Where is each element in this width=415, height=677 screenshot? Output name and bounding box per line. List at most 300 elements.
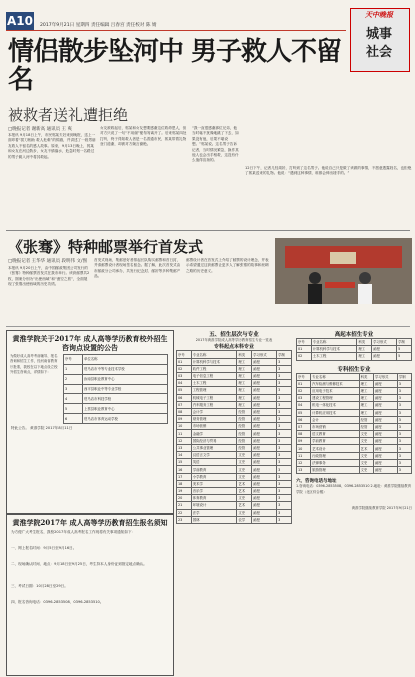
table-cell: 13 xyxy=(297,467,311,474)
table-cell: 英语 xyxy=(191,459,237,466)
table-row xyxy=(297,423,412,430)
ad2-paragraph: 一、网上报名时间：9月5日至9月16日。 xyxy=(11,546,77,550)
table-cell: 3 xyxy=(277,516,292,523)
table-cell: 经管 xyxy=(359,423,373,430)
table-cell: 3 xyxy=(397,395,411,402)
table-cell: 函授 xyxy=(373,459,397,466)
table-cell: 函授 xyxy=(252,430,277,437)
table-cell: 体育教育 xyxy=(191,495,237,502)
ad2-title: 黄淮学院2017年 成人高等学历教育招生报名须知 xyxy=(12,518,168,527)
table-cell: 西平县职业中等专业学校 xyxy=(83,384,168,394)
table-row xyxy=(177,466,292,473)
table-cell: 3 xyxy=(397,452,411,459)
contact-title: 六、咨询电话与地址 xyxy=(296,479,337,485)
table-cell: 05 xyxy=(177,387,192,394)
table-cell: 3 xyxy=(277,444,292,451)
table-header-cell: 学习形式 xyxy=(252,351,277,358)
table-cell: 04 xyxy=(177,380,192,387)
story2-byline: □晚报记者 王华华 通讯员 段明伟 文/图 xyxy=(8,259,87,264)
section-name: 城事 社会 xyxy=(365,27,392,60)
table-cell: 理工 xyxy=(359,387,373,394)
table-cell: 文史 xyxy=(359,467,373,474)
table-header-cell: 科类 xyxy=(359,373,373,380)
contact-info: 1.咨询电话：0396-2853508、0396-2853510 2.地址：黄淮学院继续教育学院（北区综合楼） xyxy=(296,484,412,494)
table-cell: 02 xyxy=(177,365,192,372)
table-cell: 3 xyxy=(397,380,411,387)
table-cell: 函授 xyxy=(252,358,277,365)
table-header-cell: 学制 xyxy=(397,373,411,380)
table-cell: 05 xyxy=(297,409,311,416)
table-cell: 经管 xyxy=(237,430,252,437)
table-cell: 15 xyxy=(177,459,192,466)
table-header-cell: 序号 xyxy=(297,339,312,346)
table-cell: 文史 xyxy=(359,459,373,466)
table-cell: 法学 xyxy=(191,509,237,516)
table-cell: 函授 xyxy=(252,380,277,387)
table-cell: 驻马店市体育运动学校 xyxy=(83,414,168,424)
table-cell: 10 xyxy=(177,423,192,430)
majors-table-panel xyxy=(176,330,292,674)
table-cell: 文史 xyxy=(237,495,252,502)
ad2-paragraph: 三、考试日期：10月28日至29日。 xyxy=(11,584,68,588)
table-cell: 经管 xyxy=(237,408,252,415)
table-row xyxy=(177,502,292,509)
table-cell: 农学 xyxy=(237,516,252,523)
ad2-paragraph: 二、现场确认时间、地点：9月18日至9月25日，考生持本人身份证到指定地点确认。 xyxy=(11,562,147,566)
table-cell: 06 xyxy=(297,416,311,423)
table-cell: 市场营销 xyxy=(191,423,237,430)
table-cell: 国际经济与贸易 xyxy=(191,437,237,444)
ad1-intro: 为做好成人高考考前辅导、报名咨询和招生工作，经河南省教育厅批准，我校在以下地点设立校外招生咨询点，详情如下： xyxy=(10,354,58,375)
ad1-footer: 特此公告。 黄淮学院 2017年8月11日 xyxy=(11,426,73,430)
table-cell: 20 xyxy=(177,495,192,502)
table-cell: 10 xyxy=(297,445,311,452)
table-cell: 3 xyxy=(277,394,292,401)
table-header-cell: 专业名称 xyxy=(311,373,360,380)
ad3-section-title: 五、招生层次与专业 xyxy=(209,332,259,338)
table-cell: 文史 xyxy=(359,431,373,438)
table-row xyxy=(177,452,292,459)
table-cell: 上蔡县职业教育中心 xyxy=(83,404,168,414)
ad1-table xyxy=(63,354,168,424)
table-row xyxy=(177,473,292,480)
table-cell: 04 xyxy=(297,402,311,409)
table-cell: 17 xyxy=(177,473,192,480)
table-row xyxy=(297,395,412,402)
table-cell: 函授 xyxy=(252,495,277,502)
table-row xyxy=(177,480,292,487)
page-number: A10 xyxy=(7,14,33,28)
table-row xyxy=(297,445,412,452)
table-cell: 计算机应用技术 xyxy=(311,409,360,416)
table-cell: 函授 xyxy=(252,372,277,379)
table-header-cell: 科类 xyxy=(357,339,372,346)
table-cell: 函授 xyxy=(252,416,277,423)
table-cell: 2 xyxy=(64,374,83,384)
table-cell: 理工 xyxy=(359,395,373,402)
table-cell: 3 xyxy=(277,430,292,437)
table-cell: 机械电子工程 xyxy=(191,394,237,401)
table-cell: 财务管理 xyxy=(191,416,237,423)
table-cell: 3 xyxy=(397,459,411,466)
table-cell: 函授 xyxy=(252,444,277,451)
ad4-table-b xyxy=(296,373,412,475)
table-cell: 函授 xyxy=(252,459,277,466)
table-cell: 艺术 xyxy=(237,480,252,487)
table-cell: 3 xyxy=(277,416,292,423)
story1-column-4: 12日下午，记者几经周折，打听到了这名男子。他说自己只是做了该做的事情，不愿意透露姓名，也拒绝了郭某送来的礼物。他说：“遇到这种事情，谁都会伸出援手的。” xyxy=(245,166,412,176)
table-cell: 08 xyxy=(297,431,311,438)
table-cell: 驻马店市中等专业技术学校 xyxy=(83,364,168,374)
ad2-paragraph: 四、报名咨询电话：0396-2853508、0396-2853510。 xyxy=(11,600,104,604)
table-cell: 3 xyxy=(397,467,411,474)
story1-column-1: 本报讯 9月18日上午，市民郭某夫妇来到晚报，送上一面印着“拔刀相助 救人危难”的锦旗，并讲述了一段男朋友救人不留名的感人故事。原来，9月13日晚上，郭某和女友在河边散步，女友不慎落水，危急时刻一名路过的男子跳入河中将其救起。 xyxy=(8,133,96,159)
table-cell: 函授 xyxy=(373,452,397,459)
table-cell: 函授 xyxy=(373,438,397,445)
table-cell: 理工 xyxy=(237,372,252,379)
table-cell: 3 xyxy=(277,365,292,372)
header-rule xyxy=(6,30,346,31)
table-cell: 行政管理 xyxy=(311,452,360,459)
table-cell: 03 xyxy=(177,372,192,379)
story1-subhead: 被救者送礼遭拒绝 xyxy=(8,106,129,124)
table-header-cell: 学习形式 xyxy=(373,373,397,380)
table-cell: 经管 xyxy=(237,416,252,423)
table-cell: 文史 xyxy=(237,466,252,473)
table-row xyxy=(297,353,412,360)
table-cell: 3 xyxy=(397,445,411,452)
table-cell: 文史 xyxy=(359,438,373,445)
table-cell: 小学教育 xyxy=(191,473,237,480)
table-cell: 艺术 xyxy=(237,502,252,509)
table-cell: 计算机科学与技术 xyxy=(311,346,357,353)
table-cell: 13 xyxy=(177,444,192,451)
table-cell: 旅游管理 xyxy=(311,467,360,474)
table-cell: 驻马店市科技学校 xyxy=(83,394,168,404)
table-cell: 11 xyxy=(297,452,311,459)
table-cell: 函授 xyxy=(252,466,277,473)
table-cell: 理工 xyxy=(237,380,252,387)
table-cell: 经管 xyxy=(237,437,252,444)
table-header-cell: 学制 xyxy=(397,339,412,346)
table-cell: 3 xyxy=(397,431,411,438)
table-cell: 会计 xyxy=(311,416,360,423)
table-cell: 3 xyxy=(277,401,292,408)
table-row xyxy=(177,372,292,379)
ad4-table-a xyxy=(296,338,412,361)
story1-column-3: “我一直很感谢那位兄弟，他当时毫不犹豫地跳了下去，如果没有他，后果不堪设想。”郭某说。这名男子告诉记者，当时情况紧急，换作其他人也会出手相救，这没有什么值得宣扬的。 xyxy=(192,126,239,163)
table-cell: 09 xyxy=(297,438,311,445)
table-cell: 函授 xyxy=(373,445,397,452)
table-cell: 09 xyxy=(177,416,192,423)
table-header-cell: 序号 xyxy=(297,373,311,380)
ad4-table-title: 高起本招生专业 xyxy=(334,332,374,338)
table-row xyxy=(297,431,412,438)
table-cell: 函授 xyxy=(373,423,397,430)
table-cell: 3 xyxy=(277,459,292,466)
table-header-cell: 学制 xyxy=(277,351,292,358)
table-cell: 文史 xyxy=(237,473,252,480)
table-cell: 理工 xyxy=(357,353,372,360)
table-cell: 工程管理 xyxy=(191,387,237,394)
table-cell: 函授 xyxy=(252,473,277,480)
table-row xyxy=(177,430,292,437)
table-cell: 3 xyxy=(397,387,411,394)
table-cell: 6 xyxy=(64,414,83,424)
table-row xyxy=(297,467,412,474)
table-row xyxy=(177,487,292,494)
story1-byline: □晚报记者 谢新高 通讯员 王 爽 xyxy=(8,127,72,132)
table-cell: 3 xyxy=(277,423,292,430)
table-cell: 函授 xyxy=(252,394,277,401)
table-cell: 02 xyxy=(297,353,312,360)
table-cell: 汝南县职业教育中心 xyxy=(83,374,168,384)
table-cell: 函授 xyxy=(252,401,277,408)
table-cell: 07 xyxy=(177,401,192,408)
table-cell: 函授 xyxy=(373,380,397,387)
ad2-paragraph: 为方便广大考生报名，我校2017年成人高考报名工作现将有关事项通知如下： xyxy=(11,530,136,534)
page-meta: 2017年9月21日 星期四 责任编辑 吕春宫 责任校对 陈 婧 xyxy=(40,23,157,28)
table-cell: 3 xyxy=(277,387,292,394)
table-cell: 3 xyxy=(277,372,292,379)
table-cell: 园林 xyxy=(191,516,237,523)
table-cell: 土木工程 xyxy=(191,380,237,387)
table-cell: 22 xyxy=(177,509,192,516)
table-cell: 3 xyxy=(277,480,292,487)
stamp-ceremony-photo xyxy=(275,238,412,304)
table-cell: 土木工程 xyxy=(311,353,357,360)
table-cell: 建设工程管理 xyxy=(311,395,360,402)
ad-notice-box xyxy=(6,330,174,514)
ad-registration-box xyxy=(6,514,174,676)
table-cell: 01 xyxy=(297,380,311,387)
table-cell: 理工 xyxy=(359,409,373,416)
table-cell: 3 xyxy=(397,438,411,445)
table-cell: 计算机科学与技术 xyxy=(191,358,237,365)
table-row xyxy=(297,416,412,423)
table-row xyxy=(297,402,412,409)
table-cell: 12 xyxy=(177,437,192,444)
ad4-table-title: 专科招生专业 xyxy=(337,366,371,373)
story1-column-5 xyxy=(245,128,412,162)
table-cell: 经管 xyxy=(237,423,252,430)
table-cell: 理工 xyxy=(359,380,373,387)
table-cell: 3 xyxy=(277,358,292,365)
table-cell: 函授 xyxy=(373,395,397,402)
table-cell: 12 xyxy=(297,459,311,466)
majors-table-panel-2 xyxy=(296,330,412,674)
table-cell: 会计学 xyxy=(191,408,237,415)
table-row xyxy=(177,394,292,401)
table-cell: 3 xyxy=(277,502,292,509)
table-cell: 汽车检测与维修技术 xyxy=(311,380,360,387)
table-cell: 3 xyxy=(397,416,411,423)
table-cell: 函授 xyxy=(373,467,397,474)
table-cell: 艺术 xyxy=(359,445,373,452)
table-cell: 3 xyxy=(397,409,411,416)
table-cell: 函授 xyxy=(252,408,277,415)
table-row xyxy=(177,416,292,423)
table-cell: 3 xyxy=(277,487,292,494)
table-cell: 理工 xyxy=(237,358,252,365)
table-cell: 理工 xyxy=(359,402,373,409)
table-cell: 函授 xyxy=(373,409,397,416)
story2-column-2: 首发式现场，集邮爱好者排起长队购买邮票和首日封，并请邮票设计者现场签名留念。据了解，此次首发式由市邮政分公司承办，共发行纪念封、邮折等多种集邮产品。 xyxy=(94,258,181,279)
table-cell: 函授 xyxy=(252,502,277,509)
table-cell: 函授 xyxy=(252,480,277,487)
table-cell: 函授 xyxy=(252,423,277,430)
table-row xyxy=(297,459,412,466)
table-cell: 函授 xyxy=(373,402,397,409)
table-cell: 理工 xyxy=(237,387,252,394)
table-cell: 21 xyxy=(177,502,192,509)
table-cell: 03 xyxy=(297,395,311,402)
table-header-cell: 专业名称 xyxy=(311,339,357,346)
table-cell: 函授 xyxy=(252,387,277,394)
table-cell: 艺术 xyxy=(237,487,252,494)
table-cell: 经管 xyxy=(359,416,373,423)
table-cell: 文史 xyxy=(359,452,373,459)
story2-column-1: 本报讯 9月20日上午，由中国邮政集团公司发行的《张骞》特种邮票首发式在我市举行。该套邮票共2枚，图案分别为“出使西域”和“凿空之旅”，全面展现了张骞出使西域的历史功绩。 xyxy=(8,266,90,287)
table-cell: 3 xyxy=(277,452,292,459)
table-cell: 艺术设计 xyxy=(311,445,360,452)
ad3-table xyxy=(176,350,292,524)
table-cell: 学前教育 xyxy=(311,438,360,445)
table-row xyxy=(177,444,292,451)
table-cell: 软件工程 xyxy=(191,365,237,372)
table-cell: 理工 xyxy=(237,365,252,372)
table-cell: 16 xyxy=(177,466,192,473)
table-cell: 函授 xyxy=(252,437,277,444)
table-cell: 函授 xyxy=(252,452,277,459)
table-row xyxy=(177,365,292,372)
table-cell: 理工 xyxy=(237,401,252,408)
table-row xyxy=(297,380,412,387)
table-cell: 5 xyxy=(397,346,412,353)
table-row xyxy=(177,423,292,430)
table-cell: 机电一体化技术 xyxy=(311,402,360,409)
table-cell: 3 xyxy=(277,495,292,502)
table-row xyxy=(297,346,412,353)
table-row xyxy=(177,401,292,408)
table-cell: 3 xyxy=(277,509,292,516)
table-header-cell: 学习形式 xyxy=(372,339,397,346)
story1-headline: 情侣散步坠河中 男子救人不留名 xyxy=(8,37,342,95)
table-cell: 1 xyxy=(64,364,83,374)
table-cell: 3 xyxy=(277,466,292,473)
table-cell: 函授 xyxy=(372,346,397,353)
brand-name: 天中晚报 xyxy=(365,11,393,19)
table-cell: 环境设计 xyxy=(191,502,237,509)
table-row xyxy=(177,437,292,444)
table-cell: 5 xyxy=(64,404,83,414)
table-row xyxy=(297,452,412,459)
table-cell: 文史 xyxy=(237,509,252,516)
story2-column-3: 邮票设计者在首发式上介绍了邮票的设计理念，并表示希望通过这套邮票让更多人了解张骞的故事和丝绸之路的历史意义。 xyxy=(186,258,269,273)
table-cell: 应用电子技术 xyxy=(311,387,360,394)
table-cell: 4 xyxy=(64,394,83,404)
table-cell: 函授 xyxy=(252,509,277,516)
table-cell: 23 xyxy=(177,516,192,523)
table-cell: 语文教育 xyxy=(311,431,360,438)
story1-column-2: 女友被救起后，郭某和女友想要感谢这位救命恩人，但对方只说了一句“不用谢”便匆匆离开了。后来郭某四处打听，终于得知救人者是一名普通市民，郭某带着礼物登门道谢，却被对方婉言谢绝。 xyxy=(100,126,187,147)
table-row xyxy=(177,408,292,415)
table-cell: 文史 xyxy=(237,452,252,459)
table-cell: 汽车服务工程 xyxy=(191,401,237,408)
table-cell: 01 xyxy=(297,346,312,353)
table-cell: 3 xyxy=(397,402,411,409)
table-cell: 3 xyxy=(64,384,83,394)
table-row xyxy=(177,358,292,365)
table-header-cell: 科类 xyxy=(237,351,252,358)
table-cell: 5 xyxy=(397,353,412,360)
table-row xyxy=(297,438,412,445)
table-cell: 金融学 xyxy=(191,430,237,437)
table-cell: 14 xyxy=(177,452,192,459)
ad3-table-title: 专科起点本科专业 xyxy=(213,344,254,351)
table-cell: 公共事业管理 xyxy=(191,444,237,451)
table-row xyxy=(177,495,292,502)
table-cell: 法律事务 xyxy=(311,459,360,466)
table-cell: 学前教育 xyxy=(191,466,237,473)
table-cell: 18 xyxy=(177,480,192,487)
table-header-cell: 序号 xyxy=(177,351,192,358)
table-cell: 市场营销 xyxy=(311,423,360,430)
table-cell: 11 xyxy=(177,430,192,437)
table-cell: 函授 xyxy=(252,365,277,372)
table-cell: 3 xyxy=(277,473,292,480)
table-row xyxy=(297,387,412,394)
table-row xyxy=(177,516,292,523)
photo-illustration xyxy=(275,238,412,304)
ad-signature: 黄淮学院继续教育学院 2017年9月21日 xyxy=(351,506,412,511)
table-row xyxy=(297,409,412,416)
table-row xyxy=(177,380,292,387)
table-row xyxy=(177,387,292,394)
table-cell: 文史 xyxy=(237,459,252,466)
table-cell: 08 xyxy=(177,408,192,415)
table-row xyxy=(177,509,292,516)
table-cell: 函授 xyxy=(373,431,397,438)
table-cell: 经管 xyxy=(237,444,252,451)
table-cell: 函授 xyxy=(252,487,277,494)
table-cell: 理工 xyxy=(357,346,372,353)
table-header-cell: 专业名称 xyxy=(191,351,237,358)
table-cell: 电子信息工程 xyxy=(191,372,237,379)
table-cell: 美术学 xyxy=(191,480,237,487)
table-cell: 3 xyxy=(277,380,292,387)
ad-divider xyxy=(6,326,410,327)
ad1-title: 黄淮学院关于2017年 成人高等学历教育校外招生咨询点设置的公告 xyxy=(12,334,168,352)
table-row xyxy=(177,459,292,466)
ad3-subtitle: 2017年黄淮学院成人高等学历教育招生专业一览表 xyxy=(195,338,273,342)
table-cell: 3 xyxy=(397,423,411,430)
table-cell: 19 xyxy=(177,487,192,494)
table-cell: 07 xyxy=(297,423,311,430)
table-cell: 理工 xyxy=(237,394,252,401)
section-divider xyxy=(6,230,410,231)
table-cell: 函授 xyxy=(373,416,397,423)
table-cell: 01 xyxy=(177,358,192,365)
table-cell: 函授 xyxy=(372,353,397,360)
table-cell: 汉语言文学 xyxy=(191,452,237,459)
table-cell: 函授 xyxy=(373,387,397,394)
table-cell: 3 xyxy=(277,437,292,444)
table-cell: 06 xyxy=(177,394,192,401)
table-cell: 3 xyxy=(277,408,292,415)
ad1-table-header: 单位名称 xyxy=(83,355,168,365)
table-cell: 函授 xyxy=(252,516,277,523)
